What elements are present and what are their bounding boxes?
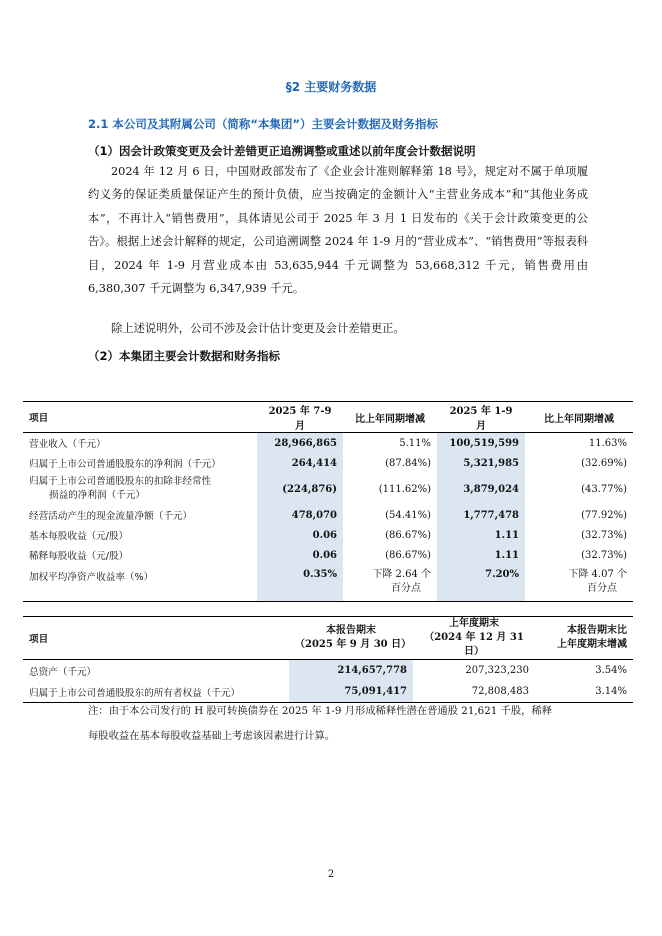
page-number: 2 <box>327 869 335 880</box>
q3-change-line1: 下降 2.64 个 <box>372 569 431 580</box>
current-value: 214,657,778 <box>289 660 413 682</box>
q3-value: 0.06 <box>257 525 343 545</box>
heading-key-data: （2）本集团主要会计数据和财务指标 <box>88 349 280 363</box>
ytd-change: (77.92%) <box>581 509 627 521</box>
ytd-value: 1.11 <box>437 525 525 545</box>
col-header-prev-end-line2: （2024 年 12 月 31 日） <box>424 632 524 657</box>
q3-change: (54.41%) <box>385 509 431 521</box>
heading-policy-change: （1）因会计政策变更及会计差错更正追溯调整或重述以前年度会计数据说明 <box>88 144 476 158</box>
col-header-prev-end-line1: 上年度期末 <box>449 618 499 629</box>
ytd-change: (32.73%) <box>581 549 627 561</box>
row-label-line1: 归属于上市公司普通股股东的扣除非经常性 <box>29 476 212 487</box>
col-header-item: 项目 <box>23 402 257 433</box>
key-financial-table <box>23 401 633 602</box>
col-header-change-line1: 本报告期末比 <box>567 625 627 636</box>
table-row <box>23 565 633 602</box>
ytd-value: 5,321,985 <box>437 453 525 473</box>
footnote-line1: 注：由于本公司发行的 H 股可转换债券在 2025 年 1-9 月形成稀释性潜在普通股 21,621 千股，稀释 <box>88 705 553 717</box>
prev-value: 207,323,230 <box>465 665 529 676</box>
row-label: 加权平均净资产收益率（%） <box>29 572 154 583</box>
row-label: 稀释每股收益（元/股） <box>29 551 129 562</box>
q3-change: (86.67%) <box>385 549 431 561</box>
row-label: 营业收入（千元） <box>29 439 106 450</box>
col-header-current-end-line1: 本报告期末 <box>326 625 376 636</box>
table-row <box>23 473 633 505</box>
ytd-value: 100,519,599 <box>437 433 525 454</box>
change-value: 3.54% <box>595 665 627 676</box>
col-header-item: 项目 <box>23 617 289 660</box>
table-header-row <box>23 402 633 433</box>
ytd-change-line1: 下降 4.07 个 <box>568 569 627 580</box>
paragraph-no-other-changes: 除上述说明外，公司不涉及会计估计变更及会计差错更正。 <box>111 322 405 335</box>
col-header-prev-end <box>413 617 535 660</box>
q3-change <box>343 565 437 602</box>
q3-change: (87.84%) <box>385 457 431 469</box>
col-header-current-end-line2: （2025 年 9 月 30 日） <box>295 639 412 650</box>
footnote-line2: 每股收益在基本每股收益基础上考虑该因素进行计算。 <box>88 730 336 742</box>
table-row <box>23 545 633 565</box>
table-header-row <box>23 617 633 660</box>
table-row <box>23 453 633 473</box>
ytd-value: 1,777,478 <box>437 505 525 525</box>
col-header-change-line2: 上年度期末增减 <box>557 639 627 650</box>
col-header-ytd-change: 比上年同期增减 <box>525 402 633 433</box>
table-row <box>23 505 633 525</box>
row-label: 经营活动产生的现金流量净额（千元） <box>29 511 193 522</box>
row-label <box>23 473 257 505</box>
q3-change: 5.11% <box>399 437 431 449</box>
ytd-change: (32.69%) <box>581 457 627 469</box>
prev-value: 72,808,483 <box>471 686 529 697</box>
table-row <box>23 433 633 454</box>
q3-value: 264,414 <box>257 453 343 473</box>
q3-value: 28,966,865 <box>257 433 343 454</box>
ytd-value: 1.11 <box>437 545 525 565</box>
subsection-title: 2.1 本公司及其附属公司（简称“本集团”）主要会计数据及财务指标 <box>88 117 438 131</box>
row-label: 归属于上市公司普通股股东的所有者权益（千元） <box>29 687 241 699</box>
footnote <box>88 699 598 749</box>
row-label-line2: 损益的净利润（千元） <box>49 490 145 501</box>
col-header-q3: 2025 年 7-9 月 <box>257 402 343 433</box>
q3-value: (224,876) <box>257 473 343 505</box>
row-label: 总资产（千元） <box>29 666 97 678</box>
ytd-change-line2: 百分点 <box>587 583 617 594</box>
row-label: 归属于上市公司普通股股东的净利润（千元） <box>29 459 221 470</box>
paragraph-policy-change: 2024 年 12 月 6 日，中国财政部发布了《企业会计准则解释第 18 号》，规定对不属于单项履约义务的保证类质量保证产生的预计负债，应当按确定的金额计入“主营业务成本”和“其他业务成本”，不再计入“销售费用”，具体请见公司于 2025 年 3 月 1 日发布的《关于会计政策变更的公告》。根据上述会计解释的规定，公司追溯调整 2024 年 1-9 月的“营业成本”、“销售费用”等报表科目，2024 年 1-9 月营业成本由 53,635,944 千元调整为 53,668,312 千元，销售费用由 6,380,307 千元调整为 6,347,939 千元。 <box>88 165 588 296</box>
table-row <box>23 660 633 682</box>
q3-value: 478,070 <box>257 505 343 525</box>
ytd-value: 7.20% <box>437 565 525 602</box>
q3-value: 0.06 <box>257 545 343 565</box>
q3-value: 0.35% <box>257 565 343 602</box>
q3-change: (86.67%) <box>385 529 431 541</box>
ytd-change: (43.77%) <box>581 483 627 495</box>
q3-change: (111.62%) <box>378 483 431 495</box>
ytd-value: 3,879,024 <box>437 473 525 505</box>
col-header-ytd: 2025 年 1-9 月 <box>437 402 525 433</box>
ytd-change <box>525 565 633 602</box>
table-row <box>23 525 633 545</box>
current-value: 75,091,417 <box>289 681 413 703</box>
col-header-change <box>535 617 633 660</box>
col-header-current-end <box>289 617 413 660</box>
ytd-change: 11.63% <box>588 437 627 449</box>
row-label: 基本每股收益（元/股） <box>29 531 129 542</box>
ytd-change: (32.73%) <box>581 529 627 541</box>
section-title: §2 主要财务数据 <box>285 80 377 94</box>
col-header-q3-change: 比上年同期增减 <box>343 402 437 433</box>
change-value: 3.14% <box>595 686 627 697</box>
q3-change-line2: 百分点 <box>391 583 421 594</box>
balance-table <box>23 616 633 703</box>
